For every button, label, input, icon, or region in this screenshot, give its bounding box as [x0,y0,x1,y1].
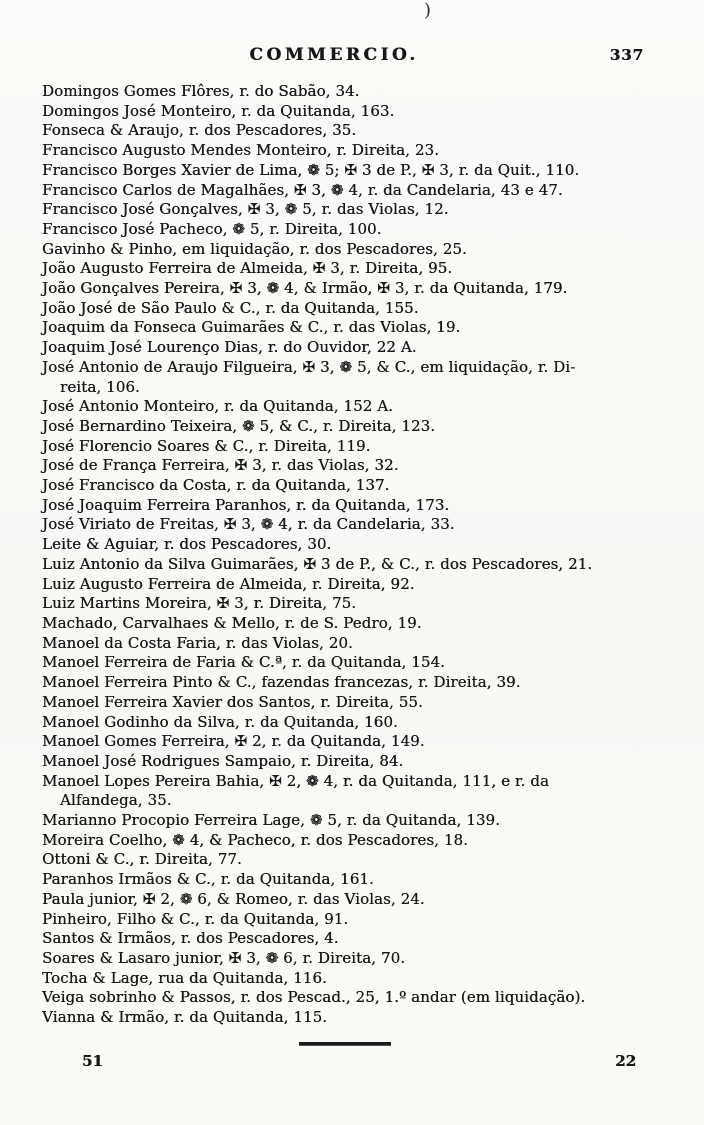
entry-line: José Antonio de Araujo Filgueira, ✠ 3, ❁ 5, & C., em liquidação, r. Di- [42,357,576,376]
stray-print-mark: ) [424,0,432,21]
directory-entry [42,693,674,713]
directory-entry [42,456,674,476]
entry-line: Francisco Borges Xavier de Lima, ❁ 5; ✠ 3 de P., ✠ 3, r. da Quit., 110. [42,160,580,179]
directory-entry [42,141,674,161]
page-header [42,45,670,67]
directory-entry [42,496,674,516]
directory-entry [42,279,674,299]
directory-entry [42,713,674,733]
directory-entry [42,850,674,870]
entry-line: Ottoni & C., r. Direita, 77. [42,850,242,869]
directory-entry [42,82,674,102]
entry-line-continuation: reita, 106. [60,377,140,396]
directory-entry [42,240,674,260]
directory-entry [42,161,674,181]
directory-entry [42,910,674,930]
running-title: COMMERCIO. [249,45,419,65]
directory-entry [42,870,674,890]
entry-line: Santos & Irmãos, r. dos Pescadores, 4. [42,929,339,948]
directory-entry [42,220,674,240]
entry-line: Joaquim da Fonseca Guimarães & C., r. das Violas, 19. [42,318,461,337]
directory-entry [42,181,674,201]
entry-line: Tocha & Lage, rua da Quitanda, 116. [42,968,327,987]
directory-list [42,82,674,1028]
entry-line: Manoel Ferreira de Faria & C.ª, r. da Quitanda, 154. [42,653,445,672]
entry-line: Luiz Martins Moreira, ✠ 3, r. Direita, 75. [42,594,357,613]
directory-entry [42,890,674,910]
entry-line-continuation: Alfandega, 35. [60,791,172,810]
entry-line: Paranhos Irmãos & C., r. da Quitanda, 161. [42,870,374,889]
entry-line: Manoel Lopes Pereira Bahia, ✠ 2, ❁ 4, r. da Quitanda, 111, e r. da [42,771,549,790]
directory-entry [42,673,674,693]
entry-line: Manoel Ferreira Pinto & C., fazendas francezas, r. Direita, 39. [42,673,521,692]
directory-entry [42,929,674,949]
directory-entry [42,299,674,319]
directory-entry [42,594,674,614]
entry-line: Leite & Aguiar, r. dos Pescadores, 30. [42,535,332,554]
entry-line: Manoel Ferreira Xavier dos Santos, r. Direita, 55. [42,692,423,711]
page-footer [0,1036,704,1096]
entry-line: João Gonçalves Pereira, ✠ 3, ❁ 4, & Irmão, ✠ 3, r. da Quitanda, 179. [42,279,568,298]
directory-entry [42,653,674,673]
entry-line: José de França Ferreira, ✠ 3, r. das Violas, 32. [42,456,399,475]
directory-entry [42,575,674,595]
entry-line: Marianno Procopio Ferreira Lage, ❁ 5, r. da Quitanda, 139. [42,811,500,830]
entry-line: João José de São Paulo & C., r. da Quitanda, 155. [42,298,419,317]
signature-number-left: 51 [82,1052,103,1070]
entry-line: Gavinho & Pinho, em liquidação, r. dos Pescadores, 25. [42,239,467,258]
directory-entry [42,318,674,338]
entry-line: Joaquim José Lourenço Dias, r. do Ouvidor, 22 A. [42,338,417,357]
directory-entry [42,614,674,634]
directory-entry [42,555,674,575]
directory-entry [42,476,674,496]
directory-entry [42,535,674,555]
directory-entry [42,949,674,969]
footer-rule [299,1042,391,1046]
entry-line: Soares & Lasaro junior, ✠ 3, ❁ 6, r. Direita, 70. [42,948,406,967]
entry-line: José Viriato de Freitas, ✠ 3, ❁ 4, r. da Candelaria, 33. [42,515,455,534]
entry-line: Vianna & Irmão, r. da Quitanda, 115. [42,1008,328,1027]
directory-entry [42,634,674,654]
directory-entry [42,831,674,851]
entry-line: Francisco Augusto Mendes Monteiro, r. Direita, 23. [42,141,439,160]
directory-entry [42,732,674,752]
entry-line: Francisco José Pacheco, ❁ 5, r. Direita, 100. [42,219,382,238]
directory-entry [42,969,674,989]
entry-line: João Augusto Ferreira de Almeida, ✠ 3, r. Direita, 95. [42,259,453,278]
entry-line: Luiz Augusto Ferreira de Almeida, r. Direita, 92. [42,574,415,593]
directory-entry [42,811,674,831]
directory-entry [42,772,674,811]
entry-line: Domingos José Monteiro, r. da Quitanda, 163. [42,101,395,120]
directory-entry [42,397,674,417]
entry-line: Moreira Coelho, ❁ 4, & Pacheco, r. dos Pescadores, 18. [42,830,468,849]
directory-entry [42,437,674,457]
directory-entry [42,102,674,122]
directory-entry [42,338,674,358]
page-number: 337 [609,46,644,64]
entry-line: Pinheiro, Filho & C., r. da Quitanda, 91. [42,909,349,928]
directory-entry [42,259,674,279]
entry-line: Domingos Gomes Flôres, r. do Sabão, 34. [42,82,360,100]
entry-line: José Antonio Monteiro, r. da Quitanda, 152 A. [42,397,394,416]
directory-entry [42,200,674,220]
directory-entry [42,417,674,437]
entry-line: Fonseca & Araujo, r. dos Pescadores, 35. [42,121,357,140]
directory-entry [42,121,674,141]
entry-line: Veiga sobrinho & Passos, r. dos Pescad., 25, 1.º andar (em liquidação). [42,988,586,1007]
entry-line: José Florencio Soares & C., r. Direita, 119. [42,436,371,455]
directory-entry [42,988,674,1008]
entry-line: Paula junior, ✠ 2, ❁ 6, & Romeo, r. das Violas, 24. [42,889,425,908]
entry-line: Manoel Godinho da Silva, r. da Quitanda, 160. [42,712,398,731]
entry-line: Manoel Gomes Ferreira, ✠ 2, r. da Quitanda, 149. [42,732,425,751]
entry-line: Francisco Carlos de Magalhães, ✠ 3, ❁ 4, r. da Candelaria, 43 e 47. [42,180,563,199]
directory-entry [42,752,674,772]
signature-number-right: 22 [615,1052,636,1070]
directory-entry [42,1008,674,1028]
entry-line: Machado, Carvalhaes & Mello, r. de S. Pedro, 19. [42,613,422,632]
entry-line: José Joaquim Ferreira Paranhos, r. da Quitanda, 173. [42,495,450,514]
entry-line: Luiz Antonio da Silva Guimarães, ✠ 3 de P., & C., r. dos Pescadores, 21. [42,554,593,573]
entry-line: Francisco José Gonçalves, ✠ 3, ❁ 5, r. das Violas, 12. [42,200,449,219]
entry-line: José Bernardino Teixeira, ❁ 5, & C., r. Direita, 123. [42,416,436,435]
directory-entry [42,358,674,397]
entry-line: Manoel José Rodrigues Sampaio, r. Direita, 84. [42,751,404,770]
entry-line: Manoel da Costa Faria, r. das Violas, 20. [42,633,353,652]
directory-entry [42,515,674,535]
entry-line: José Francisco da Costa, r. da Quitanda, 137. [42,476,390,495]
